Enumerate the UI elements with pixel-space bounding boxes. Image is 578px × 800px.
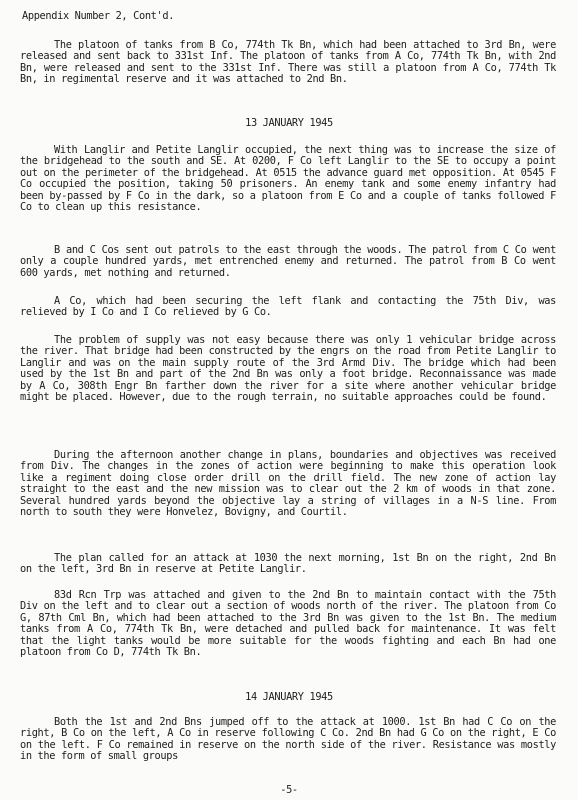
paragraph-bridgehead: With Langlir and Petite Langlir occupied, the next thing was to increase the size of the bridgehead to the south and SE. At 0200, F Co left Langlir to the SE to occupy a point out on the perimeter of the bridgehead. At 0515 the advance guard met opposition. At 0545 F Co occupied the position, taking 50 prisoners. An enemy tank and some enemy infantry had been by-passed by F Co in the dark, so a platoon from E Co and a couple of tanks followed F Co to clean up this resistance. <box>20 144 556 214</box>
page-number: -5- <box>280 784 298 796</box>
date-heading-13-january: 13 JANUARY 1945 <box>245 117 333 129</box>
paragraph-change-in-plans: During the afternoon another change in plans, boundaries and objectives was received from Div. The changes in the zones of action were beginning to make this operation look like a regiment doing close order drill on the drill field. The new zone of action lay straight to the east and the new mission was to clear out the 2 km of woods in that zone. Several hundred yards beyond the objective lay a string of villages in a N-S line. From north to south they were Honvelez, Bovigny, and Courtil. <box>20 449 556 519</box>
appendix-header: Appendix Number 2, Cont'd. <box>22 10 175 22</box>
paragraph-attachments: 83d Rcn Trp was attached and given to the 2nd Bn to maintain contact with the 75th Div on the left and to clear out a section of woods north of the river. The platoon from Co G, 87th Cml Bn, which had been attached to the 3rd Bn was given to the 1st Bn. The medium tanks from A Co, 774th Tk Bn, were detached and pulled back for maintenance. It was felt that the light tanks would be more suitable for the woods fighting and each Bn had one platoon from Co D, 774th Tk Bn. <box>20 589 556 659</box>
paragraph-attack-plan: The plan called for an attack at 1030 the next morning, 1st Bn on the right, 2nd Bn on the left, 3rd Bn in reserve at Petite Langlir. <box>20 552 556 576</box>
paragraph-jump-off: Both the 1st and 2nd Bns jumped off to the attack at 1000. 1st Bn had C Co on the right, B Co on the left, A Co in reserve following C Co. 2nd Bn had G Co on the right, E Co on the left. F Co remained in reserve on the north side of the river. Resistance was mostly in the form of small groups <box>20 716 556 763</box>
paragraph-patrols: B and C Cos sent out patrols to the east through the woods. The patrol from C Co went only a couple hundred yards, met entrenched enemy and returned. The patrol from B Co went 600 yards, met nothing and returned. <box>20 244 556 279</box>
paragraph-a-co-relieved: A Co, which had been securing the left flank and contacting the 75th Div, was relieved by I Co and I Co relieved by G Co. <box>20 295 556 319</box>
paragraph-supply: The problem of supply was not easy because there was only 1 vehicular bridge across the river. That bridge had been constructed by the engrs on the road from Petite Langlir to Langlir and was on the main supply route of the 3rd Armd Div. The bridge which had been used by the 1st Bn and part of the 2nd Bn was only a foot bridge. Reconnaissance was made by A Co, 308th Engr Bn farther down the river for a site where another vehicular bridge might be placed. However, due to the rough terrain, no suitable approaches could be found. <box>20 334 556 404</box>
date-heading-14-january: 14 JANUARY 1945 <box>245 691 333 703</box>
paragraph-tank-platoons: The platoon of tanks from B Co, 774th Tk Bn, which had been attached to 3rd Bn, were released and sent back to 331st Inf. The platoon of tanks from A Co, 774th Tk Bn, with 2nd Bn, were released and sent to the 331st Inf. There was still a platoon from A Co, 774th Tk Bn, in regimental reserve and it was attached to 2nd Bn. <box>20 39 556 86</box>
